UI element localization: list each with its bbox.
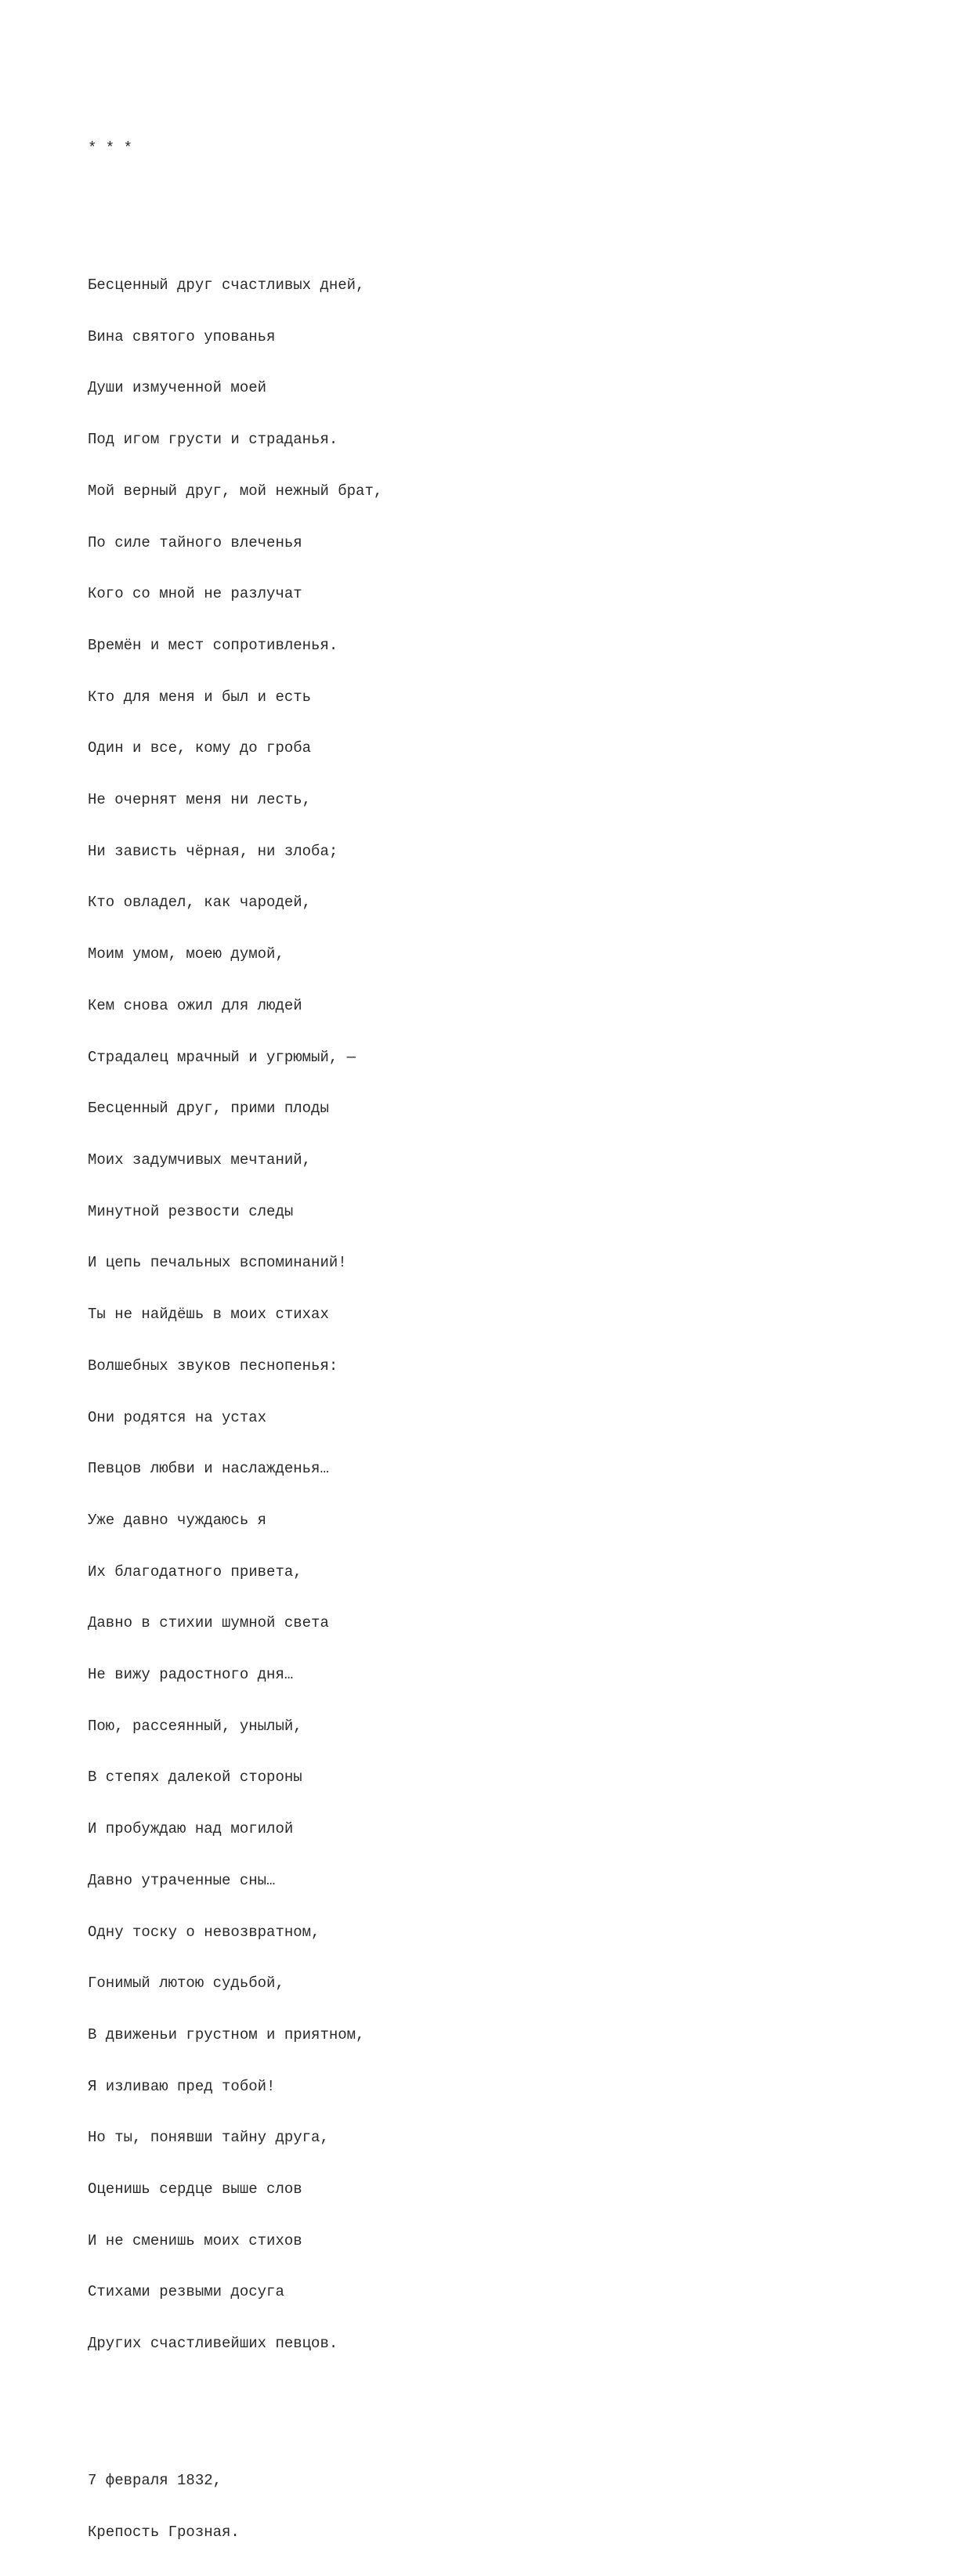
poem-line: Не очернят меня ни лесть, — [88, 791, 312, 809]
poem-line: Оценишь сердце выше слов — [88, 2180, 302, 2198]
poem-line: Давно утраченные сны… — [88, 1871, 276, 1889]
poem-line: Мой верный друг, мой нежный брат, — [88, 482, 383, 500]
poem-stanza — [88, 243, 382, 2387]
poem-line: Моих задумчивых мечтаний, — [88, 1151, 312, 1169]
poem-line: Ты не найдёшь в моих стихах — [88, 1306, 329, 1324]
poem-line: Под игом грусти и страданья. — [88, 431, 338, 449]
poem-line: Других счастливейших певцов. — [88, 2335, 338, 2353]
poem-line: Не вижу радостного дня… — [88, 1666, 294, 1684]
poem-line: Волшебных звуков песнопенья: — [88, 1357, 338, 1375]
poem-line: И пробуждаю над могилой — [88, 1820, 294, 1838]
poem-line: И не сменишь моих стихов — [88, 2231, 302, 2249]
poem-date: 7 февраля 1832, — [88, 2472, 222, 2490]
poem-line: Они родятся на устах — [88, 1408, 267, 1426]
poem-line: Певцов любви и наслажденья… — [88, 1460, 329, 1478]
poem-line: Кто для меня и был и есть — [88, 688, 312, 706]
section-asterisks: * * * — [88, 139, 133, 157]
poem-line: Моим умом, моею думой, — [88, 945, 284, 963]
poem-line: Души измученной моей — [88, 379, 267, 397]
poem-line: Времён и мест сопротивленья. — [88, 636, 338, 654]
poem-text — [88, 106, 382, 2576]
poem-line: Уже давно чуждаюсь я — [88, 1511, 267, 1529]
poem-line: По силе тайного влеченья — [88, 533, 302, 551]
poem-line: В движеньи грустном и приятном, — [88, 2025, 365, 2043]
poem-place: Крепость Грозная. — [88, 2524, 240, 2542]
poem-line: Ни зависть чёрная, ни злоба; — [88, 842, 338, 860]
poem-line: Гонимый лютою судьбой, — [88, 1974, 284, 1993]
poem-line: Вина святого упованья — [88, 327, 276, 345]
poem-line: Кого со мной не разлучат — [88, 585, 302, 603]
poem-line: Бесценный друг, прими плоды — [88, 1100, 329, 1118]
blank-line — [88, 192, 382, 209]
poem-line: И цепь печальных вспоминаний! — [88, 1254, 347, 1272]
poem-line: Страдалец мрачный и угрюмый, — — [88, 1048, 356, 1066]
poem-line: Бесценный друг счастливых дней, — [88, 276, 365, 294]
poem-line: Но ты, понявши тайну друга, — [88, 2129, 329, 2147]
blank-line — [88, 2422, 382, 2439]
poem-line: Кем снова ожил для людей — [88, 996, 302, 1014]
poem-line: Одну тоску о невозвратном, — [88, 1923, 320, 1941]
poem-line: В степях далекой стороны — [88, 1769, 302, 1787]
poem-line: Давно в стихии шумной света — [88, 1614, 329, 1632]
poem-line: Я изливаю пред тобой! — [88, 2077, 276, 2095]
poem-line: Один и все, кому до гроба — [88, 739, 312, 757]
poem-line: Минутной резвости следы — [88, 1202, 294, 1220]
poem-line: Их благодатного привета, — [88, 1563, 302, 1581]
poem-line: Пою, рассеянный, унылый, — [88, 1717, 302, 1735]
poem-line: Стихами резвыми досуга — [88, 2283, 284, 2301]
poem-line: Кто овладел, как чародей, — [88, 894, 312, 912]
